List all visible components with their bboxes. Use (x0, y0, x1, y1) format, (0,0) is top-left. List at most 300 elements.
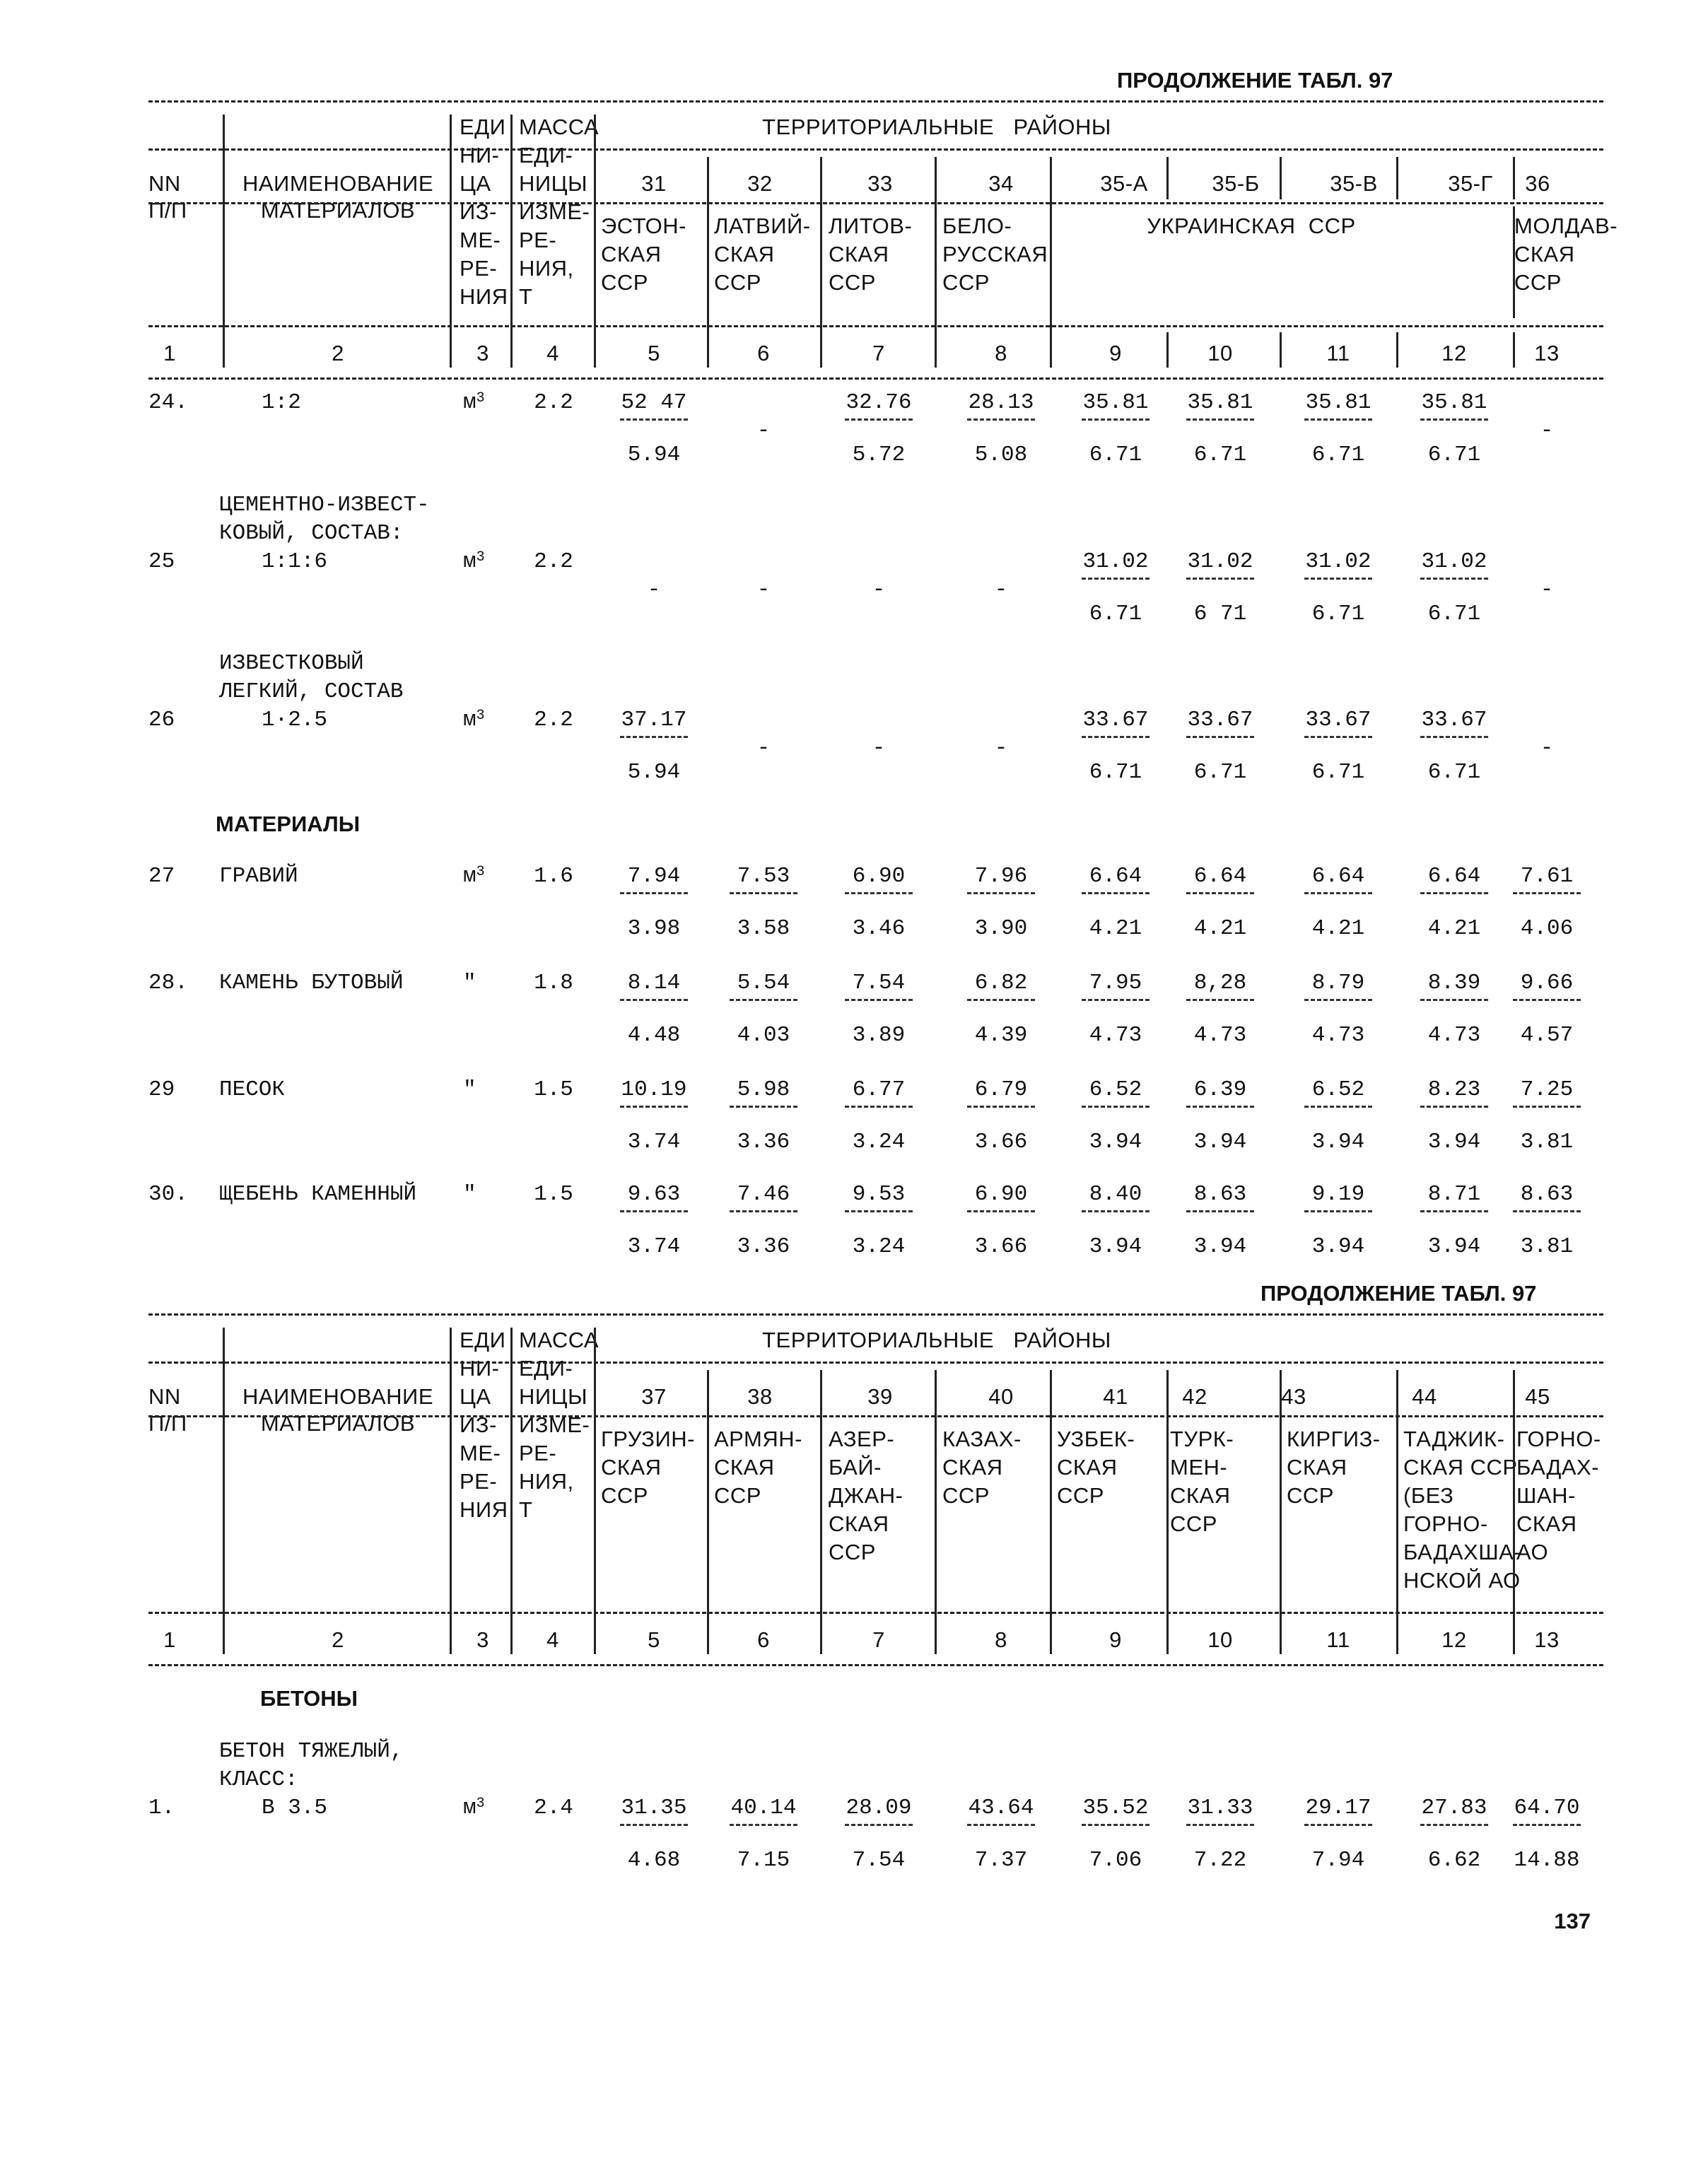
republic-name: СКАЯ (942, 1455, 1003, 1480)
republic-name: МОЛДАВ- (1514, 213, 1618, 238)
price-bottom: 6.71 (1193, 760, 1247, 785)
unit-cell: $м^3$ (463, 549, 485, 574)
fraction-bar (620, 1210, 688, 1212)
republic-name: ССР (1287, 1483, 1334, 1508)
price-bottom: 4.48 (627, 1023, 681, 1048)
column-divider (223, 115, 225, 368)
fraction-bar (1186, 1210, 1254, 1212)
column-divider (707, 157, 709, 368)
price-bottom: 3.74 (627, 1234, 681, 1259)
price-top: 9.66 (1520, 971, 1574, 995)
codes-rule (148, 1415, 1603, 1417)
price-bottom: 3.98 (627, 916, 681, 941)
section-heading: МАТЕРИАЛЫ (216, 812, 361, 836)
price-bottom: 5.94 (627, 443, 681, 467)
column-divider (820, 1370, 822, 1654)
price-top: 9.63 (627, 1182, 681, 1207)
row-number: 26 (148, 708, 175, 732)
price-top: 6.64 (1427, 864, 1481, 889)
price-bottom: 6.71 (1089, 760, 1142, 785)
price-bottom: 6.62 (1427, 1848, 1481, 1873)
price-top: 8.63 (1520, 1182, 1574, 1207)
price-bottom: 4.06 (1520, 916, 1574, 941)
page-number: 137 (1554, 1909, 1591, 1933)
price-bottom: 4.73 (1193, 1023, 1247, 1048)
row-number: 28. (148, 971, 188, 995)
unit-header-line: НИЯ (460, 284, 508, 309)
fraction-bar (1082, 999, 1150, 1001)
column-divider (1280, 1370, 1282, 1654)
row-number: 25 (148, 549, 175, 574)
column-number: 12 (1441, 1627, 1467, 1652)
region-code: 34 (988, 171, 1014, 196)
material-name: 1:1:6 (262, 549, 328, 574)
column-divider (1166, 332, 1169, 368)
unit-cell: $м^3$ (463, 390, 485, 415)
price-bottom: 3.94 (1089, 1234, 1142, 1259)
price-bottom: 7.22 (1193, 1848, 1247, 1873)
republic-name: ТАДЖИК- (1403, 1427, 1505, 1451)
no-price-dash: - (756, 736, 771, 761)
price-top: 28.13 (968, 390, 1034, 415)
fraction-bar (1082, 578, 1150, 580)
fraction-bar (1082, 1824, 1150, 1826)
fraction-bar (1082, 892, 1150, 894)
row-number: 1. (148, 1796, 175, 1820)
column-divider (935, 157, 937, 368)
republic-name: АРМЯН- (714, 1427, 802, 1451)
price-bottom: 3.66 (974, 1234, 1028, 1259)
mass-header-line: ЕДИ- (519, 1356, 573, 1381)
material-name: КАМЕНЬ БУТОВЫЙ (219, 971, 404, 995)
fraction-bar (1513, 1824, 1581, 1826)
price-top: 31.02 (1082, 549, 1149, 574)
no-price-dash: - (994, 736, 1008, 761)
unit-cell: $м^3$ (463, 864, 485, 889)
price-top: 40.14 (730, 1796, 797, 1820)
price-top: 6.39 (1193, 1077, 1247, 1102)
region-code: 39 (867, 1384, 893, 1409)
fraction-bar (620, 892, 688, 894)
fraction-bar (845, 1210, 913, 1212)
column-number: 8 (995, 1627, 1007, 1652)
fraction-bar (1420, 999, 1488, 1001)
republic-name: СКАЯ (1516, 1511, 1577, 1536)
name-header: МАТЕРИАЛОВ (260, 198, 416, 223)
price-bottom: 6.71 (1193, 443, 1247, 467)
unit-header-line: ЕДИ (460, 1328, 506, 1352)
fraction-bar (1186, 1106, 1254, 1108)
price-bottom: 4.73 (1311, 1023, 1365, 1048)
price-bottom: 5.72 (852, 443, 906, 467)
fraction-bar (1420, 1210, 1488, 1212)
price-bottom: 6.71 (1089, 443, 1142, 467)
unit-header-line: ЕДИ (460, 115, 506, 139)
material-name: ЩЕБЕНЬ КАМЕННЫЙ (219, 1182, 417, 1207)
regions-rule (148, 1362, 1603, 1364)
fraction-bar (845, 999, 913, 1001)
unit-header-line: ЦА (460, 1384, 491, 1409)
column-number: 11 (1326, 1627, 1350, 1652)
republic-name: ССР (829, 1540, 876, 1564)
column-number: 4 (546, 1627, 559, 1652)
column-number: 7 (872, 1627, 885, 1652)
column-divider (1396, 157, 1398, 199)
price-bottom: 3.94 (1427, 1130, 1481, 1154)
price-bottom: 6.71 (1427, 760, 1481, 785)
price-top: 37.17 (621, 708, 687, 732)
fraction-bar (1304, 578, 1372, 580)
column-number: 10 (1207, 341, 1233, 365)
fraction-bar (1304, 1210, 1372, 1212)
region-code: 37 (641, 1384, 667, 1409)
republic-name: ССР (1514, 270, 1562, 295)
price-bottom: 14.88 (1514, 1848, 1580, 1873)
unit-header-line: НИ- (460, 1356, 500, 1381)
unit-cell: " (463, 1077, 476, 1102)
region-code: 38 (747, 1384, 773, 1409)
price-top: 31.02 (1305, 549, 1371, 574)
column-divider (510, 1328, 513, 1654)
row-number: 30. (148, 1182, 188, 1207)
price-bottom: 3.46 (852, 916, 906, 941)
mass-header-line: МАССА (519, 115, 599, 139)
column-divider (1396, 1370, 1398, 1654)
mass-header-line: НИЦЫ (519, 171, 588, 196)
price-top: 31.02 (1187, 549, 1253, 574)
fraction-bar (845, 892, 913, 894)
fraction-bar (1082, 1106, 1150, 1108)
material-name: КЛАСС: (219, 1767, 298, 1792)
price-top: 7.94 (627, 864, 681, 889)
republic-name: ССР (601, 270, 648, 295)
price-bottom: 3.90 (974, 916, 1028, 941)
price-top: 31.35 (621, 1796, 687, 1820)
price-top: 28.09 (846, 1796, 912, 1820)
republic-name: ЛАТВИЙ- (714, 213, 811, 238)
material-name: БЕТОН ТЯЖЕЛЫЙ, (219, 1739, 404, 1764)
republic-name: ССР (1057, 1483, 1104, 1508)
fraction-bar (1513, 1106, 1581, 1108)
price-bottom: 3.94 (1089, 1130, 1142, 1154)
material-name: ПЕСОК (219, 1077, 286, 1102)
header-bottom-rule (148, 325, 1603, 327)
column-number: 4 (546, 341, 559, 365)
price-top: 7.25 (1520, 1077, 1574, 1102)
fraction-bar (1513, 1210, 1581, 1212)
price-top: 7.46 (737, 1182, 790, 1207)
price-bottom: 3.36 (737, 1234, 790, 1259)
unit-cell: " (463, 971, 476, 995)
price-bottom: 4.21 (1427, 916, 1481, 941)
price-top: 6.64 (1311, 864, 1365, 889)
column-number: 3 (476, 1627, 489, 1652)
fraction-bar (730, 1106, 797, 1108)
material-name: 1:2 (262, 390, 301, 415)
column-divider (510, 115, 513, 368)
price-top: 35.52 (1082, 1796, 1149, 1820)
price-top: 8.14 (627, 971, 681, 995)
row-number: 24. (148, 390, 188, 415)
nn-header: П/П (148, 198, 187, 223)
republic-name: АО (1516, 1540, 1549, 1564)
regions-header: ТЕРРИТОРИАЛЬНЫЕ РАЙОНЫ (762, 1328, 1111, 1352)
price-bottom: 3.94 (1311, 1234, 1365, 1259)
column-number: 9 (1109, 341, 1122, 365)
price-top: 33.67 (1082, 708, 1149, 732)
price-bottom: 3.81 (1520, 1234, 1574, 1259)
fraction-bar (1420, 736, 1488, 738)
republic-name: УКРАИНСКАЯ ССР (1147, 213, 1356, 238)
price-bottom: 4.21 (1311, 916, 1365, 941)
column-divider (1513, 206, 1515, 318)
column-number: 13 (1534, 341, 1560, 365)
column-divider (1280, 157, 1282, 199)
republic-name: СКАЯ (601, 1455, 662, 1480)
price-top: 6.79 (974, 1077, 1028, 1102)
region-code: 35-Г (1448, 171, 1493, 196)
fraction-bar (730, 1210, 797, 1212)
column-divider (1513, 157, 1515, 199)
column-divider (594, 115, 596, 368)
section-heading: БЕТОНЫ (260, 1686, 358, 1711)
column-number: 6 (757, 341, 770, 365)
republic-name: ГОРНО- (1403, 1511, 1488, 1536)
region-code: 32 (747, 171, 773, 196)
price-bottom: 3.74 (627, 1130, 681, 1154)
column-number: 9 (1109, 1627, 1122, 1652)
region-code: 41 (1103, 1384, 1128, 1409)
price-top: 64.70 (1514, 1796, 1580, 1820)
republic-name: СКАЯ ССР (1403, 1455, 1518, 1480)
fraction-bar (1304, 892, 1372, 894)
no-price-dash: - (994, 578, 1008, 602)
column-divider (223, 1328, 225, 1654)
price-top: 29.17 (1305, 1796, 1371, 1820)
price-top: 7.95 (1089, 971, 1142, 995)
fraction-bar (620, 1824, 688, 1826)
column-divider (707, 1370, 709, 1654)
price-top: 10.19 (621, 1077, 687, 1102)
republic-name: ССР (714, 1483, 761, 1508)
fraction-bar (967, 1106, 1035, 1108)
price-bottom: 4.73 (1427, 1023, 1481, 1048)
region-code: 44 (1412, 1384, 1437, 1409)
republic-name: СКАЯ (1514, 242, 1575, 267)
mass-value: 1.8 (534, 971, 573, 995)
price-top: 6.90 (852, 864, 906, 889)
region-code: 40 (988, 1384, 1014, 1409)
price-top: 32.76 (846, 390, 912, 415)
column-divider (1513, 332, 1515, 368)
no-price-dash: - (1540, 736, 1554, 761)
unit-header-line: РЕ- (460, 1469, 498, 1494)
price-bottom: 7.54 (852, 1848, 906, 1873)
price-top: 35.81 (1305, 390, 1371, 415)
price-bottom: 3.94 (1311, 1130, 1365, 1154)
unit-header-line: МЕ- (460, 1441, 501, 1465)
fraction-bar (1082, 1210, 1150, 1212)
price-top: 31.02 (1421, 549, 1487, 574)
column-divider (1396, 332, 1398, 368)
price-top: 43.64 (968, 1796, 1034, 1820)
price-bottom: 6.71 (1311, 443, 1365, 467)
mass-header-line: РЕ- (519, 228, 557, 252)
price-bottom: 4.68 (627, 1848, 681, 1873)
table-title: ПРОДОЛЖЕНИЕ ТАБЛ. 97 (1117, 68, 1393, 93)
unit-header-line: РЕ- (460, 256, 498, 281)
table-top-rule (148, 1313, 1603, 1316)
name-header: МАТЕРИАЛОВ (260, 1411, 416, 1436)
unit-header-line: ИЗ- (460, 1412, 497, 1437)
republic-name: СКАЯ (829, 1511, 889, 1536)
republic-name: ССР (829, 270, 876, 295)
unit-header-line: ИЗ- (460, 199, 497, 224)
price-bottom: 6 71 (1193, 602, 1247, 626)
fraction-bar (967, 418, 1035, 421)
mass-value: 2.4 (534, 1796, 573, 1820)
fraction-bar (1513, 999, 1581, 1001)
material-name: ЛЕГКИЙ, СОСТАВ (219, 679, 404, 704)
price-top: 9.19 (1311, 1182, 1365, 1207)
mass-header-line: Т (519, 1497, 533, 1522)
price-bottom: 3.94 (1193, 1130, 1247, 1154)
fraction-bar (845, 418, 913, 421)
price-top: 6.82 (974, 971, 1028, 995)
fraction-bar (1304, 736, 1372, 738)
republic-name: СКАЯ (1287, 1455, 1347, 1480)
column-number: 13 (1534, 1627, 1560, 1652)
fraction-bar (1304, 999, 1372, 1001)
republic-name: СКАЯ (714, 242, 775, 267)
column-divider (1166, 157, 1169, 199)
price-bottom: 6.71 (1311, 602, 1365, 626)
unit-header-line: МЕ- (460, 228, 501, 252)
republic-name: ГОРНО- (1516, 1427, 1601, 1451)
republic-name: СКАЯ (601, 242, 662, 267)
price-bottom: 5.08 (974, 443, 1028, 467)
price-top: 6.90 (974, 1182, 1028, 1207)
republic-name: СКАЯ (714, 1455, 775, 1480)
mass-value: 2.2 (534, 708, 573, 732)
republic-name: ЛИТОВ- (829, 213, 913, 238)
column-number: 1 (163, 1627, 176, 1652)
no-price-dash: - (756, 578, 771, 602)
material-name: 1·2.5 (262, 708, 328, 732)
mass-value: 2.2 (534, 549, 573, 574)
price-bottom: 3.94 (1193, 1234, 1247, 1259)
fraction-bar (1513, 892, 1581, 894)
column-divider (1050, 1370, 1052, 1654)
price-top: 6.52 (1089, 1077, 1142, 1102)
price-bottom: 6.71 (1427, 443, 1481, 467)
republic-name: БАЙ- (829, 1455, 882, 1480)
price-top: 33.67 (1305, 708, 1371, 732)
column-divider (1280, 332, 1282, 368)
no-price-dash: - (872, 578, 886, 602)
mass-header-line: НИЯ, (519, 1469, 574, 1494)
region-code: 45 (1525, 1384, 1550, 1409)
price-top: 9.53 (852, 1182, 906, 1207)
material-name: ГРАВИЙ (219, 864, 298, 889)
republic-name: (БЕЗ (1403, 1483, 1454, 1508)
column-divider (594, 1328, 596, 1654)
unit-header-line: НИ- (460, 143, 500, 168)
republic-name: РУССКАЯ (942, 242, 1048, 267)
price-top: 7.96 (974, 864, 1028, 889)
republic-name: ШАН- (1516, 1483, 1576, 1508)
mass-value: 1.5 (534, 1182, 573, 1207)
republic-name: АЗЕР- (829, 1427, 895, 1451)
nn-header: NN (148, 171, 181, 196)
republic-name: ТУРК- (1170, 1427, 1234, 1451)
column-number: 11 (1326, 341, 1350, 365)
column-number: 6 (757, 1627, 770, 1652)
mass-header-line: РЕ- (519, 1441, 557, 1465)
price-top: 35.81 (1421, 390, 1487, 415)
price-bottom: 6.71 (1311, 760, 1365, 785)
price-bottom: 4.73 (1089, 1023, 1142, 1048)
material-name: КОВЫЙ, СОСТАВ: (219, 521, 404, 546)
column-number: 2 (332, 1627, 344, 1652)
no-price-dash: - (1540, 418, 1554, 443)
nn-header: NN (148, 1384, 181, 1409)
price-bottom: 4.03 (737, 1023, 790, 1048)
price-bottom: 3.89 (852, 1023, 906, 1048)
republic-name: БАДАХША- (1403, 1540, 1522, 1564)
fraction-bar (1186, 892, 1254, 894)
fraction-bar (620, 999, 688, 1001)
region-code: 33 (867, 171, 893, 196)
column-numbers-rule (148, 1664, 1603, 1666)
republic-name: ССР (1170, 1511, 1217, 1536)
price-bottom: 4.21 (1193, 916, 1247, 941)
price-top: 27.83 (1421, 1796, 1487, 1820)
republic-name: ГРУЗИН- (601, 1427, 696, 1451)
unit-superscript: 3 (476, 390, 485, 406)
price-top: 5.98 (737, 1077, 790, 1102)
republic-name: ССР (601, 1483, 648, 1508)
fraction-bar (967, 999, 1035, 1001)
price-top: 6.52 (1311, 1077, 1365, 1102)
column-divider (935, 1370, 937, 1654)
republic-name: ДЖАН- (829, 1483, 903, 1508)
column-number: 2 (332, 341, 344, 365)
unit-superscript: 3 (476, 549, 485, 566)
fraction-bar (1420, 418, 1488, 421)
republic-name: ССР (942, 1483, 990, 1508)
column-divider (450, 115, 452, 368)
price-bottom: 3.24 (852, 1130, 906, 1154)
header-bottom-rule (148, 1612, 1603, 1614)
republic-name: БЕЛО- (942, 213, 1012, 238)
column-divider (1050, 206, 1052, 318)
unit-superscript: 3 (476, 708, 485, 724)
column-divider (1166, 1370, 1169, 1654)
price-bottom: 5.94 (627, 760, 681, 785)
unit-superscript: 3 (476, 864, 485, 880)
price-top: 8.71 (1427, 1182, 1481, 1207)
price-top: 7.53 (737, 864, 790, 889)
mass-header-line: ЕДИ- (519, 143, 573, 168)
fraction-bar (620, 736, 688, 738)
price-top: 52 47 (621, 390, 687, 415)
region-code: 31 (641, 171, 667, 196)
price-bottom: 4.39 (974, 1023, 1028, 1048)
price-bottom: 6.71 (1089, 602, 1142, 626)
republic-name: СКАЯ (1057, 1455, 1118, 1480)
price-top: 8.40 (1089, 1182, 1142, 1207)
